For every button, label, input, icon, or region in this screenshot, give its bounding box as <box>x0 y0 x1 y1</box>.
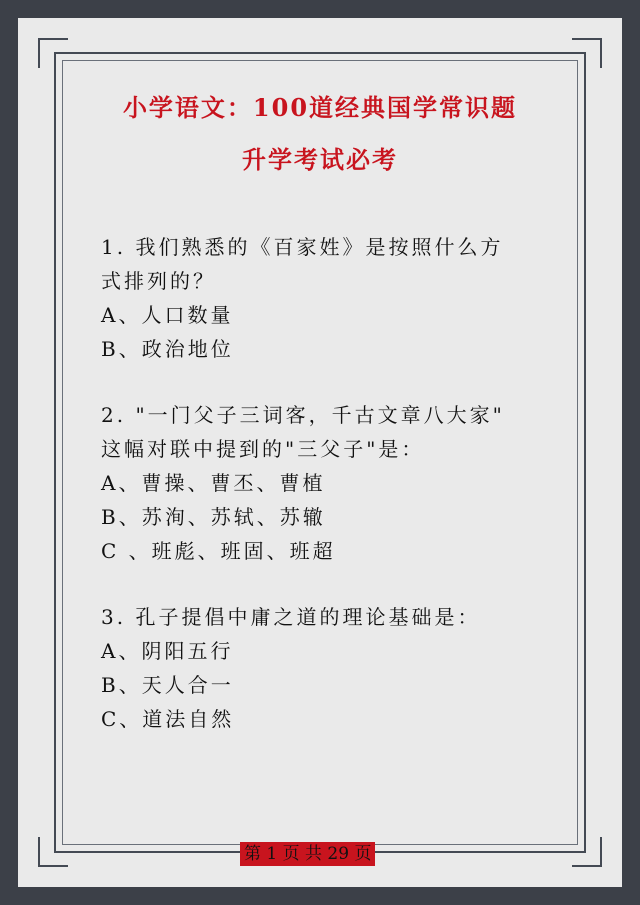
spacer <box>101 366 551 398</box>
answer-option: C 、班彪、班固、班超 <box>101 539 336 563</box>
question-stem: 这幅对联中提到的"三父子"是： <box>101 437 425 461</box>
question-stem: 2. "一门父子三词客，千古文章八大家" <box>101 403 505 427</box>
question-stem: 3. 孔子提倡中庸之道的理论基础是： <box>101 605 481 629</box>
page-number-label: 第 1 页 共 29 页 <box>240 842 375 866</box>
answer-option: A、曹操、曹丕、曹植 <box>101 471 326 495</box>
document-page <box>18 18 622 887</box>
answer-option: A、人口数量 <box>101 303 234 327</box>
answer-option: C、道法自然 <box>101 707 235 731</box>
answer-option: B、苏洵、苏轼、苏辙 <box>101 505 326 529</box>
spacer <box>101 568 551 600</box>
question-3 <box>101 600 551 736</box>
answer-option: A、阴阳五行 <box>101 639 234 663</box>
page-title: 小学语文：100道经典国学常识题 <box>122 93 518 122</box>
answer-option: B、天人合一 <box>101 673 234 697</box>
question-2 <box>101 398 551 568</box>
question-list <box>101 230 551 736</box>
answer-option: B、政治地位 <box>101 337 234 361</box>
question-stem: 式排列的？ <box>101 269 216 293</box>
page-subtitle: 升学考试必考 <box>242 145 398 174</box>
question-stem: 1. 我们熟悉的《百家姓》是按照什么方 <box>101 235 504 259</box>
question-1 <box>101 230 551 366</box>
